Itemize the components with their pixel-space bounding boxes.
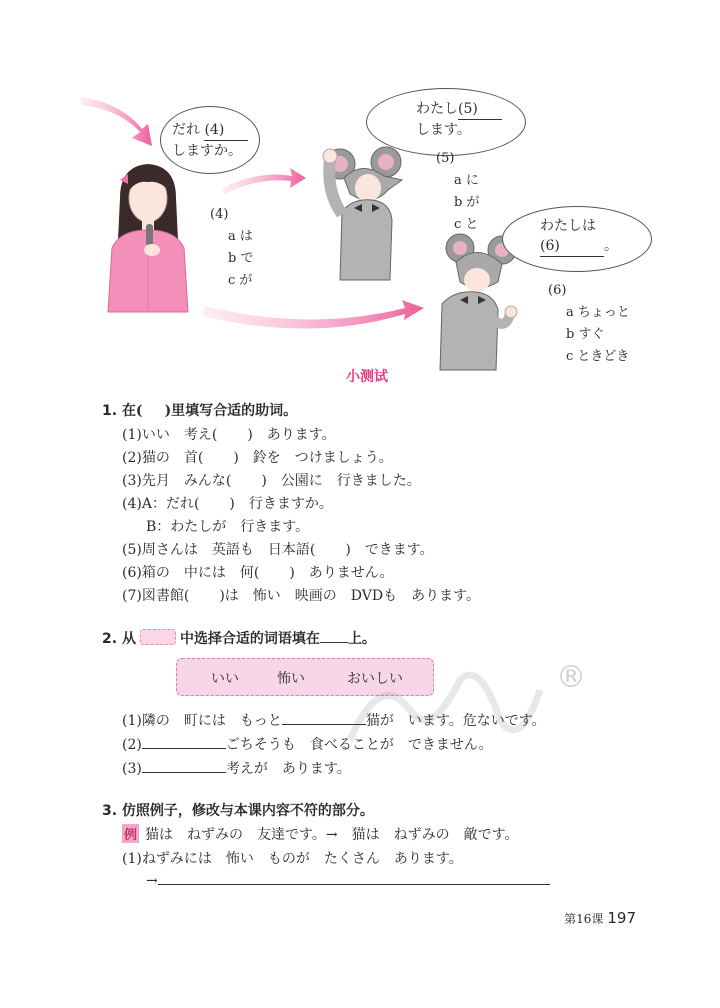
q3-answer-line: → (146, 870, 550, 889)
speech-bubble-mouse-2-text: わたしは (6) 。 (540, 216, 618, 257)
q1-item-3: (3)先月 みんな( ) 公園に 行きました。 (122, 473, 421, 489)
word-box-marker (140, 629, 176, 645)
q1-item-5: (5)周さんは 英語も 日本語( ) できます。 (122, 542, 434, 558)
q1-item-4b: B：わたしが 行きます。 (146, 519, 310, 535)
q1-item-7: (7)図書館( )は 怖い 映画の DVDも あります。 (122, 588, 480, 604)
question-1-title: 1. 在( )里填写合适的助词。 (102, 403, 298, 419)
arrow-shape (80, 97, 152, 146)
page-footer (564, 909, 636, 927)
q2-item-2: (2) ごちそうも 食べることが できません。 (122, 734, 493, 754)
page-number: 197 (607, 909, 636, 927)
arrow-shape (203, 300, 424, 329)
q1-item-4: (4)A：だれ( ) 行きますか。 (122, 496, 333, 512)
q1-item-1: (1)いい 考え( ) あります。 (122, 427, 336, 443)
example-tag: 例 (122, 824, 139, 843)
q3-item-1: (1)ねずみには 怖い ものが たくさん あります。 (122, 851, 463, 867)
q1-item-2: (2)猫の 首( ) 鈴を つけましょう。 (122, 450, 393, 466)
options-4: (4) a は b で c が (210, 207, 254, 288)
word-choice-2: 怖い (277, 671, 305, 687)
options-6: (6) a ちょっと b すぐ c ときどき (548, 283, 630, 364)
lesson-label: 第16课 (564, 912, 604, 926)
q2-item-3: (3) 考えが あります。 (122, 758, 351, 778)
q3-example: 例 猫は ねずみの 友達です。→ 猫は ねずみの 敵です。 (122, 824, 519, 844)
q2-item-1: (1)隣の 町には もっと 猫が います。危ないです。 (122, 710, 546, 730)
word-choice-3: おいしい (347, 671, 403, 687)
mouse-costume-figure-2 (440, 234, 517, 370)
options-5: (5) a に b が c と (436, 151, 480, 232)
woman-host-figure (108, 164, 188, 312)
speech-bubble-mouse-1-text: わたし(5) します。 (416, 99, 502, 140)
registered-mark: ® (556, 660, 586, 695)
mouse-costume-figure-1 (323, 147, 402, 280)
speech-bubble-host-text: だれ (4) しますか。 (172, 120, 248, 161)
question-3-title: 3. 仿照例子，修改与本课内容不符的部分。 (102, 803, 374, 819)
question-2-title: 2. 从 中选择合适的词语填在 上。 (102, 628, 376, 648)
q1-item-6: (6)箱の 中には 何( ) ありません。 (122, 565, 394, 581)
word-choice-1: いい (211, 671, 239, 687)
section-title: 小测试 (346, 369, 388, 385)
arrow-shape (222, 168, 306, 194)
